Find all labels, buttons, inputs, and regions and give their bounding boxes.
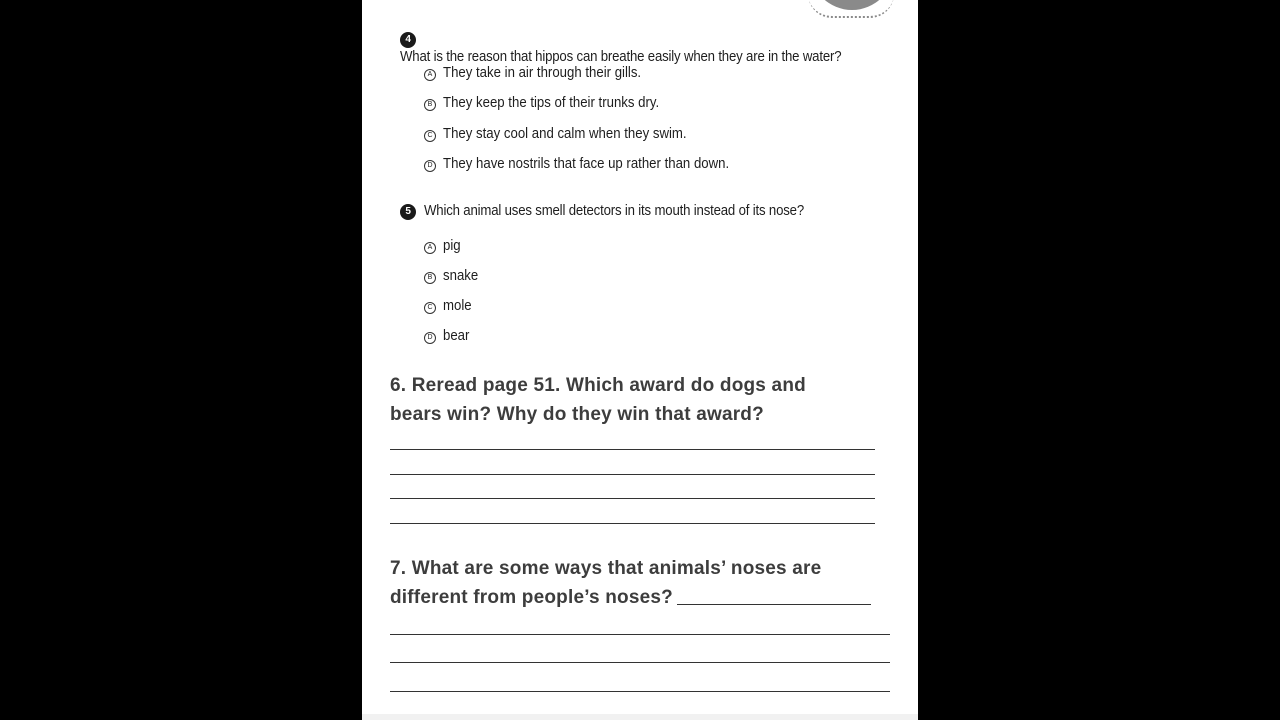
answer-line[interactable] [390,691,890,692]
question-7 [390,554,871,612]
option-text: They stay cool and calm when they swim. [443,125,687,142]
question-5 [400,202,856,220]
option-text: bear [443,327,470,344]
option-text: snake [443,267,479,284]
question-6-line-1: 6. Reread page 51. Which award do dogs and [390,375,806,396]
worksheet-page [362,0,918,720]
page-bottom-edge [362,714,918,720]
option-letter: C [424,130,436,142]
question-5-text: Which animal uses smell detectors in its mouth instead of its nose? [424,202,804,219]
answer-line[interactable] [390,523,875,524]
option-letter: D [424,332,436,344]
question-4-option-b[interactable] [424,94,689,111]
question-6 [390,371,806,429]
question-5-option-b[interactable] [424,267,483,284]
option-text: mole [443,297,472,314]
option-letter: A [424,69,436,81]
question-4-text: What is the reason that hippos can breathe easily when they are in the water? [400,48,842,65]
question-6-line-2: bears win? Why do they win that award? [390,404,764,425]
option-letter: B [424,99,436,111]
corner-dots-decoration [808,0,894,18]
question-7-line-2: different from people’s noses? [390,587,673,608]
answer-line[interactable] [390,498,875,499]
inline-answer-blank[interactable] [677,586,871,605]
question-5-option-c[interactable] [424,297,476,314]
question-4-option-d[interactable] [424,155,768,172]
question-4-number: 4 [400,32,416,48]
answer-line[interactable] [390,662,890,663]
option-letter: C [424,302,436,314]
question-5-option-a[interactable] [424,237,463,254]
option-text: They have nostrils that face up rather than down. [443,155,730,172]
answer-line[interactable] [390,449,875,450]
option-text: They take in air through their gills. [443,64,642,81]
question-5-option-d[interactable] [424,327,473,344]
question-7-line-1: 7. What are some ways that animals’ noses are [390,558,822,579]
option-letter: B [424,272,436,284]
answer-line[interactable] [390,634,890,635]
option-text: pig [443,237,461,254]
question-4-option-a[interactable] [424,64,668,81]
option-letter: D [424,160,436,172]
question-4 [400,30,918,65]
question-4-option-c[interactable] [424,125,720,142]
option-letter: A [424,242,436,254]
question-5-number: 5 [400,204,416,220]
option-text: They keep the tips of their trunks dry. [443,94,660,111]
answer-line[interactable] [390,474,875,475]
